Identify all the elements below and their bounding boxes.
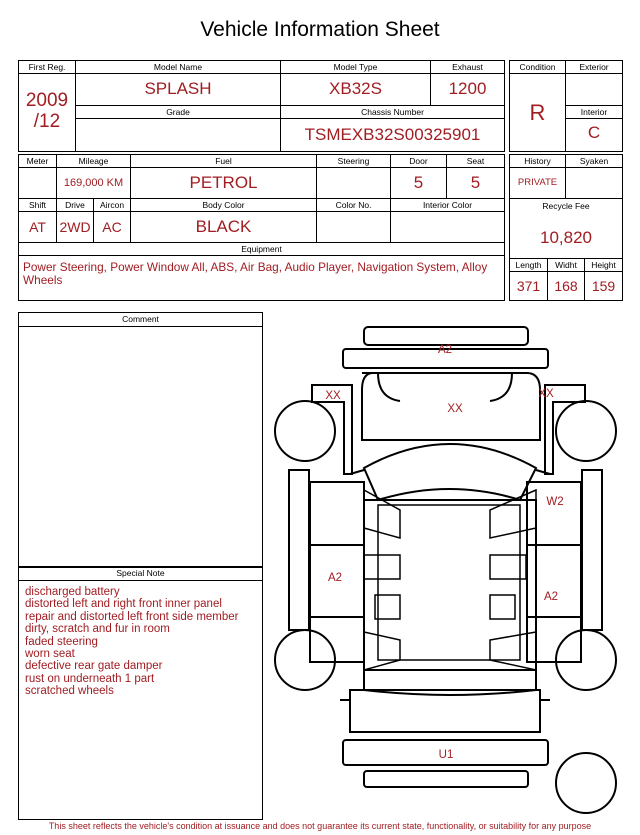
headlight-right	[490, 373, 512, 401]
model-name-cell	[76, 61, 281, 106]
right-rear-door-mark: A2	[543, 591, 559, 603]
recycle-fee-value: 10,820	[540, 228, 592, 247]
exhaust-cell	[431, 61, 505, 106]
chassis-label: Chassis Number	[281, 106, 504, 119]
interior-color-label: Interior Color	[391, 199, 504, 212]
seat-cell	[447, 155, 505, 199]
exterior-label: Exterior	[566, 61, 622, 74]
special-note-item: worn seat	[25, 648, 75, 661]
special-note-item: rust on underneath 1 part	[25, 672, 155, 685]
basic-info-table	[18, 60, 505, 152]
special-note-item: dirty, scratch and fur in room	[25, 623, 170, 636]
special-note-label: Special Note	[19, 567, 262, 581]
rear-lower-outline	[364, 771, 528, 787]
special-note-item: distorted left and right front inner panel	[25, 598, 222, 611]
equipment-label: Equipment	[19, 243, 504, 256]
exhaust-value: 1200	[448, 79, 487, 98]
exterior-cell	[566, 61, 623, 106]
door-label: Door	[391, 155, 446, 168]
history-table	[509, 154, 623, 301]
right-front-door-mark: W2	[546, 496, 564, 508]
shift-label: Shift	[19, 199, 56, 212]
condition-label: Condition	[510, 61, 565, 74]
exhaust-label: Exhaust	[431, 61, 504, 74]
seat-label: Seat	[447, 155, 504, 168]
aircon-cell	[94, 199, 131, 243]
shift-cell	[19, 199, 57, 243]
interior-cell	[566, 106, 623, 152]
length-cell	[510, 259, 548, 301]
special-note-item: defective rear gate damper	[25, 660, 163, 673]
disclaimer-footer: This sheet reflects the vehicle's condition at issuance and does not guarantee its current state, functionality, or suitability for any purpose	[48, 821, 592, 831]
mileage-cell	[57, 155, 131, 199]
fuel-cell	[131, 155, 317, 199]
model-type-cell	[281, 61, 431, 106]
model-type-label: Model Type	[281, 61, 430, 74]
special-note-item: discharged battery	[25, 586, 120, 598]
special-note-item: scratched wheels	[25, 685, 114, 698]
headlight-left	[378, 373, 400, 401]
height-label: Height	[585, 259, 622, 272]
syaken-cell	[566, 155, 623, 199]
condition-value: R	[529, 100, 546, 125]
first-reg-cell	[19, 61, 76, 152]
right-front-fender-mark: XX	[538, 388, 554, 400]
meter-cell	[19, 155, 57, 199]
first-reg-label: First Reg.	[19, 61, 75, 74]
aircon-label: Aircon	[94, 199, 130, 212]
interior-label: Interior	[566, 106, 622, 119]
special-note-box	[18, 566, 263, 820]
condition-cell	[510, 61, 566, 152]
left-sill-outline	[289, 470, 309, 630]
special-note-item: repair and distorted left front side member	[25, 610, 239, 623]
aircon-value: AC	[102, 219, 122, 235]
car-damage-diagram	[270, 322, 630, 817]
steering-label: Steering	[317, 155, 390, 168]
recycle-fee-cell	[510, 199, 623, 259]
condition-table	[509, 60, 623, 152]
hood-mark: XX	[447, 403, 463, 415]
drive-cell	[57, 199, 94, 243]
body-color-label: Body Color	[131, 199, 316, 212]
left-front-door-outline	[310, 482, 364, 545]
syaken-label: Syaken	[566, 155, 622, 168]
length-value: 371	[516, 278, 541, 294]
height-cell	[585, 259, 623, 301]
special-note-list	[19, 581, 262, 698]
body-color-value: BLACK	[195, 217, 252, 236]
mileage-label: Mileage	[57, 155, 130, 168]
left-rear-wheel	[275, 630, 335, 690]
door-value: 5	[413, 173, 424, 192]
model-type-value: XB32S	[329, 79, 382, 98]
history-cell	[510, 155, 566, 199]
chassis-cell	[281, 106, 505, 152]
chassis-value: TSMEXB32S00325901	[304, 125, 481, 144]
color-no-label: Color No.	[317, 199, 390, 212]
height-value: 159	[591, 278, 616, 294]
left-quarter-outline	[310, 617, 364, 662]
equipment-cell	[19, 243, 505, 301]
fuel-label: Fuel	[131, 155, 316, 168]
equipment-value: Power Steering, Power Window All, ABS, Air Bag, Audio Player, Navigation System, Alloy Wheels	[23, 260, 488, 287]
meter-label: Meter	[19, 155, 56, 168]
fuel-value: PETROL	[189, 173, 258, 192]
left-rear-door-mark: A2	[327, 572, 343, 584]
right-front-wheel	[556, 401, 616, 461]
history-label: History	[510, 155, 565, 168]
history-value: PRIVATE	[517, 177, 558, 188]
model-name-value: SPLASH	[144, 79, 212, 98]
rear-bumper-mark: U1	[438, 749, 454, 761]
rear-gate-outline	[350, 690, 540, 732]
door-cell	[391, 155, 447, 199]
width-value: 168	[554, 278, 578, 294]
interior-color-cell	[391, 199, 505, 243]
comment-label: Comment	[19, 313, 262, 327]
mileage-value: 169,000 KM	[63, 177, 124, 189]
model-name-label: Model Name	[76, 61, 280, 74]
body-color-cell	[131, 199, 317, 243]
left-front-wheel	[275, 401, 335, 461]
recycle-fee-label: Recycle Fee	[542, 201, 590, 211]
front-bumper-mark: A2	[437, 344, 453, 356]
rear-window-outline	[364, 670, 536, 695]
shift-value: AT	[29, 219, 46, 235]
special-note-item: faded steering	[25, 635, 98, 648]
comment-box	[18, 312, 263, 568]
drive-value: 2WD	[59, 219, 91, 235]
right-rear-wheel	[556, 630, 616, 690]
grade-label: Grade	[76, 106, 280, 119]
steering-cell	[317, 155, 391, 199]
first-reg-year: 2009	[25, 90, 69, 111]
front-bumper-outline	[364, 327, 528, 345]
windshield-outline	[364, 444, 536, 500]
spec-table	[18, 154, 505, 301]
right-sill-outline	[582, 470, 602, 630]
spare-wheel	[556, 753, 616, 813]
drive-label: Drive	[57, 199, 93, 212]
color-no-cell	[317, 199, 391, 243]
first-reg-month: /12	[33, 111, 61, 132]
interior-value: C	[587, 123, 601, 142]
left-front-fender-mark: XX	[325, 390, 341, 402]
width-cell	[548, 259, 585, 301]
length-label: Length	[510, 259, 547, 272]
grade-cell	[76, 106, 281, 152]
width-label: Widht	[548, 259, 584, 272]
seat-value: 5	[470, 173, 481, 192]
cabin-outline	[364, 500, 536, 670]
page-title: Vehicle Information Sheet	[200, 18, 440, 41]
